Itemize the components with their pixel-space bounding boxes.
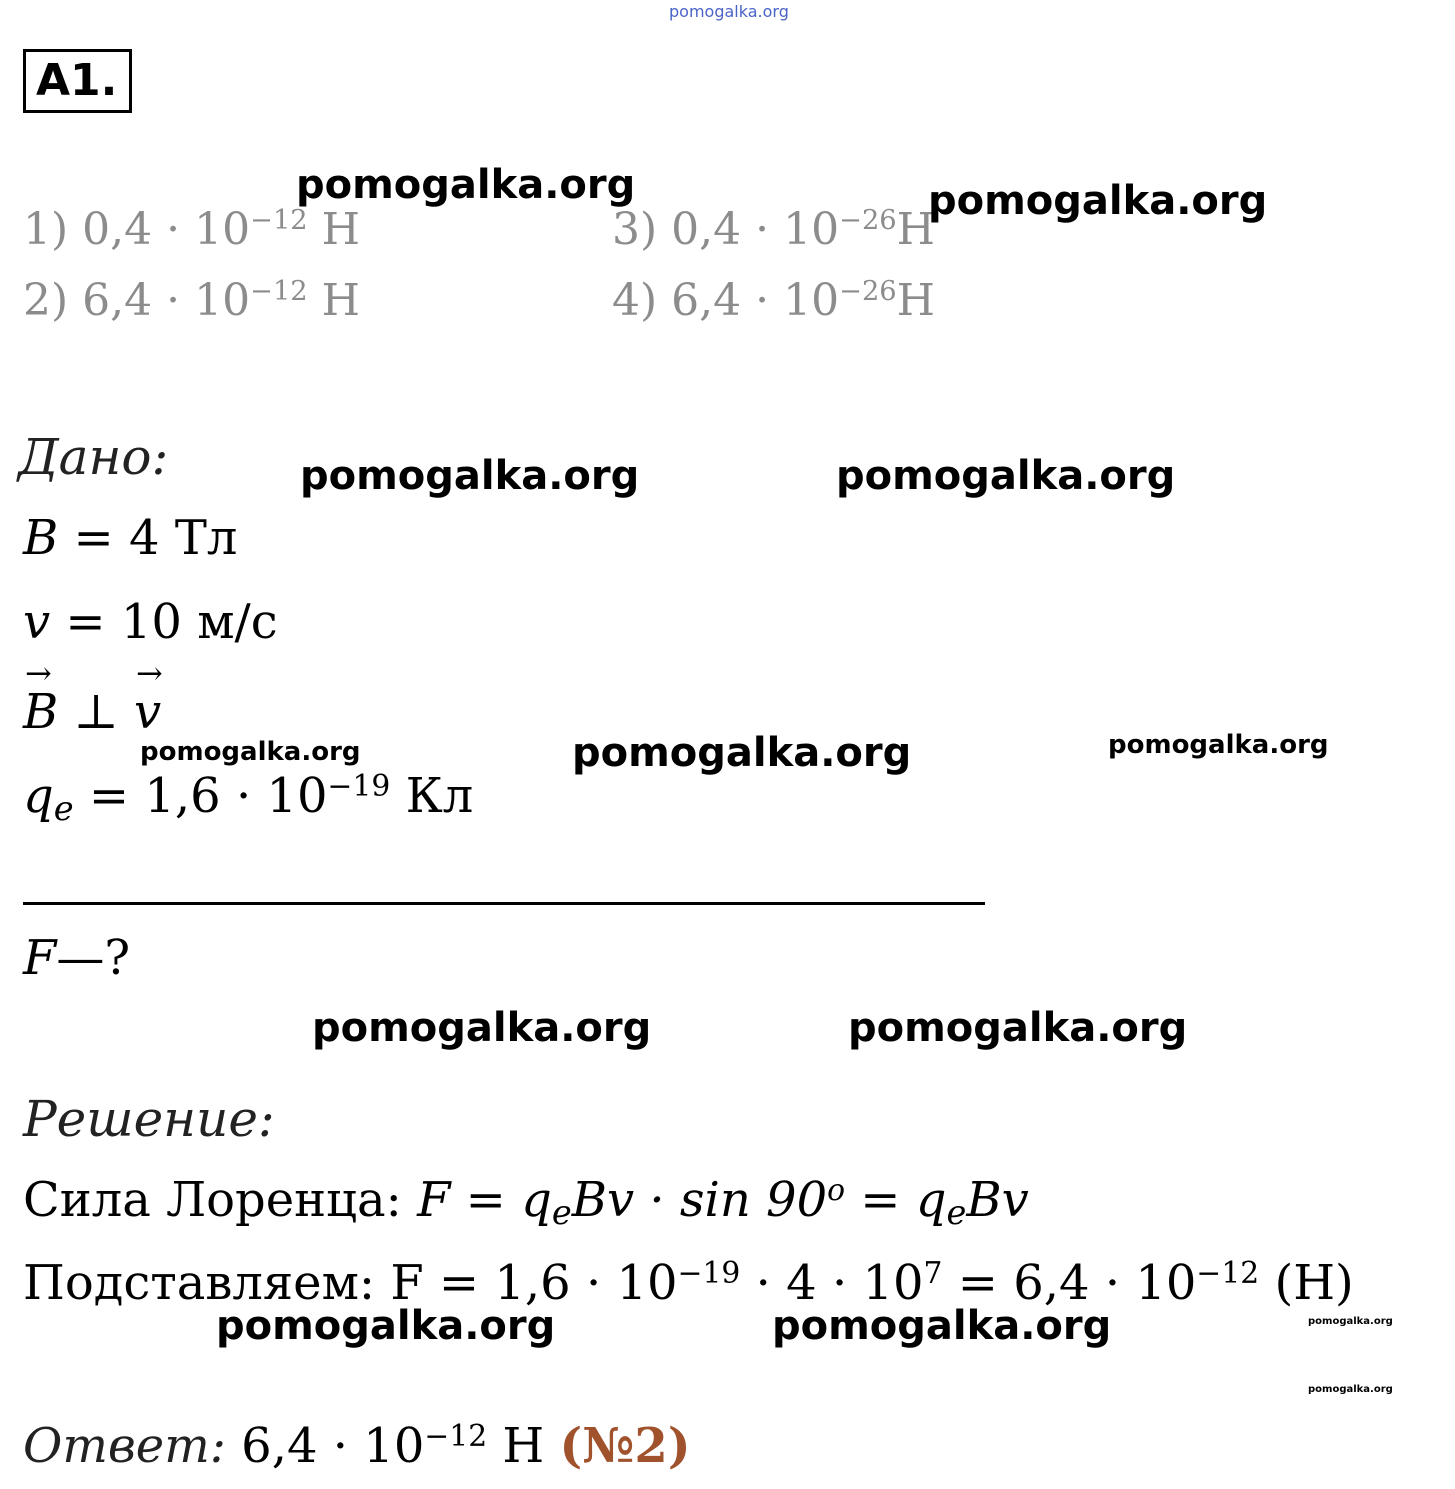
solution-substitution: Подставляем: $F = 1,6 \cdot 10^{-19} \cdot 4 \cdot 10^7 = 6,4 \cdot 10^{-12}$ (Н): [23, 1255, 1354, 1311]
watermark: pomogalka.org: [836, 453, 1176, 499]
watermark: pomogalka.org: [1308, 1316, 1393, 1327]
answer-line: Ответ: $6,4 \cdot 10^{-12}$ Н (№2): [23, 1418, 691, 1474]
watermark: pomogalka.org: [572, 730, 912, 776]
solution-lorentz-formula: Сила Лоренца: F = qeBv · $\sin 90^o$ = qeBv: [23, 1172, 1029, 1233]
watermark: pomogalka.org: [296, 162, 636, 208]
watermark: pomogalka.org: [140, 737, 361, 767]
answer-choice: (№2): [559, 1418, 691, 1474]
option-3: 3) $0,4 \cdot 10^{-26}Н$: [612, 204, 936, 255]
watermark-top: pomogalka.org: [669, 2, 789, 21]
given-charge: qe = $1,6 \cdot 10^{-19}$ Кл: [23, 768, 474, 829]
watermark: pomogalka.org: [928, 178, 1268, 224]
watermark: pomogalka.org: [216, 1303, 556, 1349]
option-1: 1) $0,4 \cdot 10^{-12}$ Н: [23, 204, 360, 255]
given-v: v = 10 м/с: [23, 594, 278, 650]
given-perpendicular: → B ⊥ → v: [23, 684, 161, 740]
watermark: pomogalka.org: [312, 1005, 652, 1051]
watermark: pomogalka.org: [772, 1303, 1112, 1349]
problem-label: А1.: [23, 49, 132, 113]
given-heading: Дано:: [18, 428, 169, 486]
given-B: B = 4 Тл: [23, 510, 238, 566]
option-2: 2) $6,4 \cdot 10^{-12}$ Н: [23, 275, 360, 326]
given-divider: [23, 902, 985, 905]
solution-heading: Решение:: [23, 1090, 275, 1148]
watermark: pomogalka.org: [848, 1005, 1188, 1051]
watermark: pomogalka.org: [300, 453, 640, 499]
find-quantity: F—?: [23, 930, 131, 986]
option-4: 4) $6,4 \cdot 10^{-26}Н$: [612, 275, 936, 326]
watermark: pomogalka.org: [1308, 1384, 1393, 1395]
watermark: pomogalka.org: [1108, 730, 1329, 760]
